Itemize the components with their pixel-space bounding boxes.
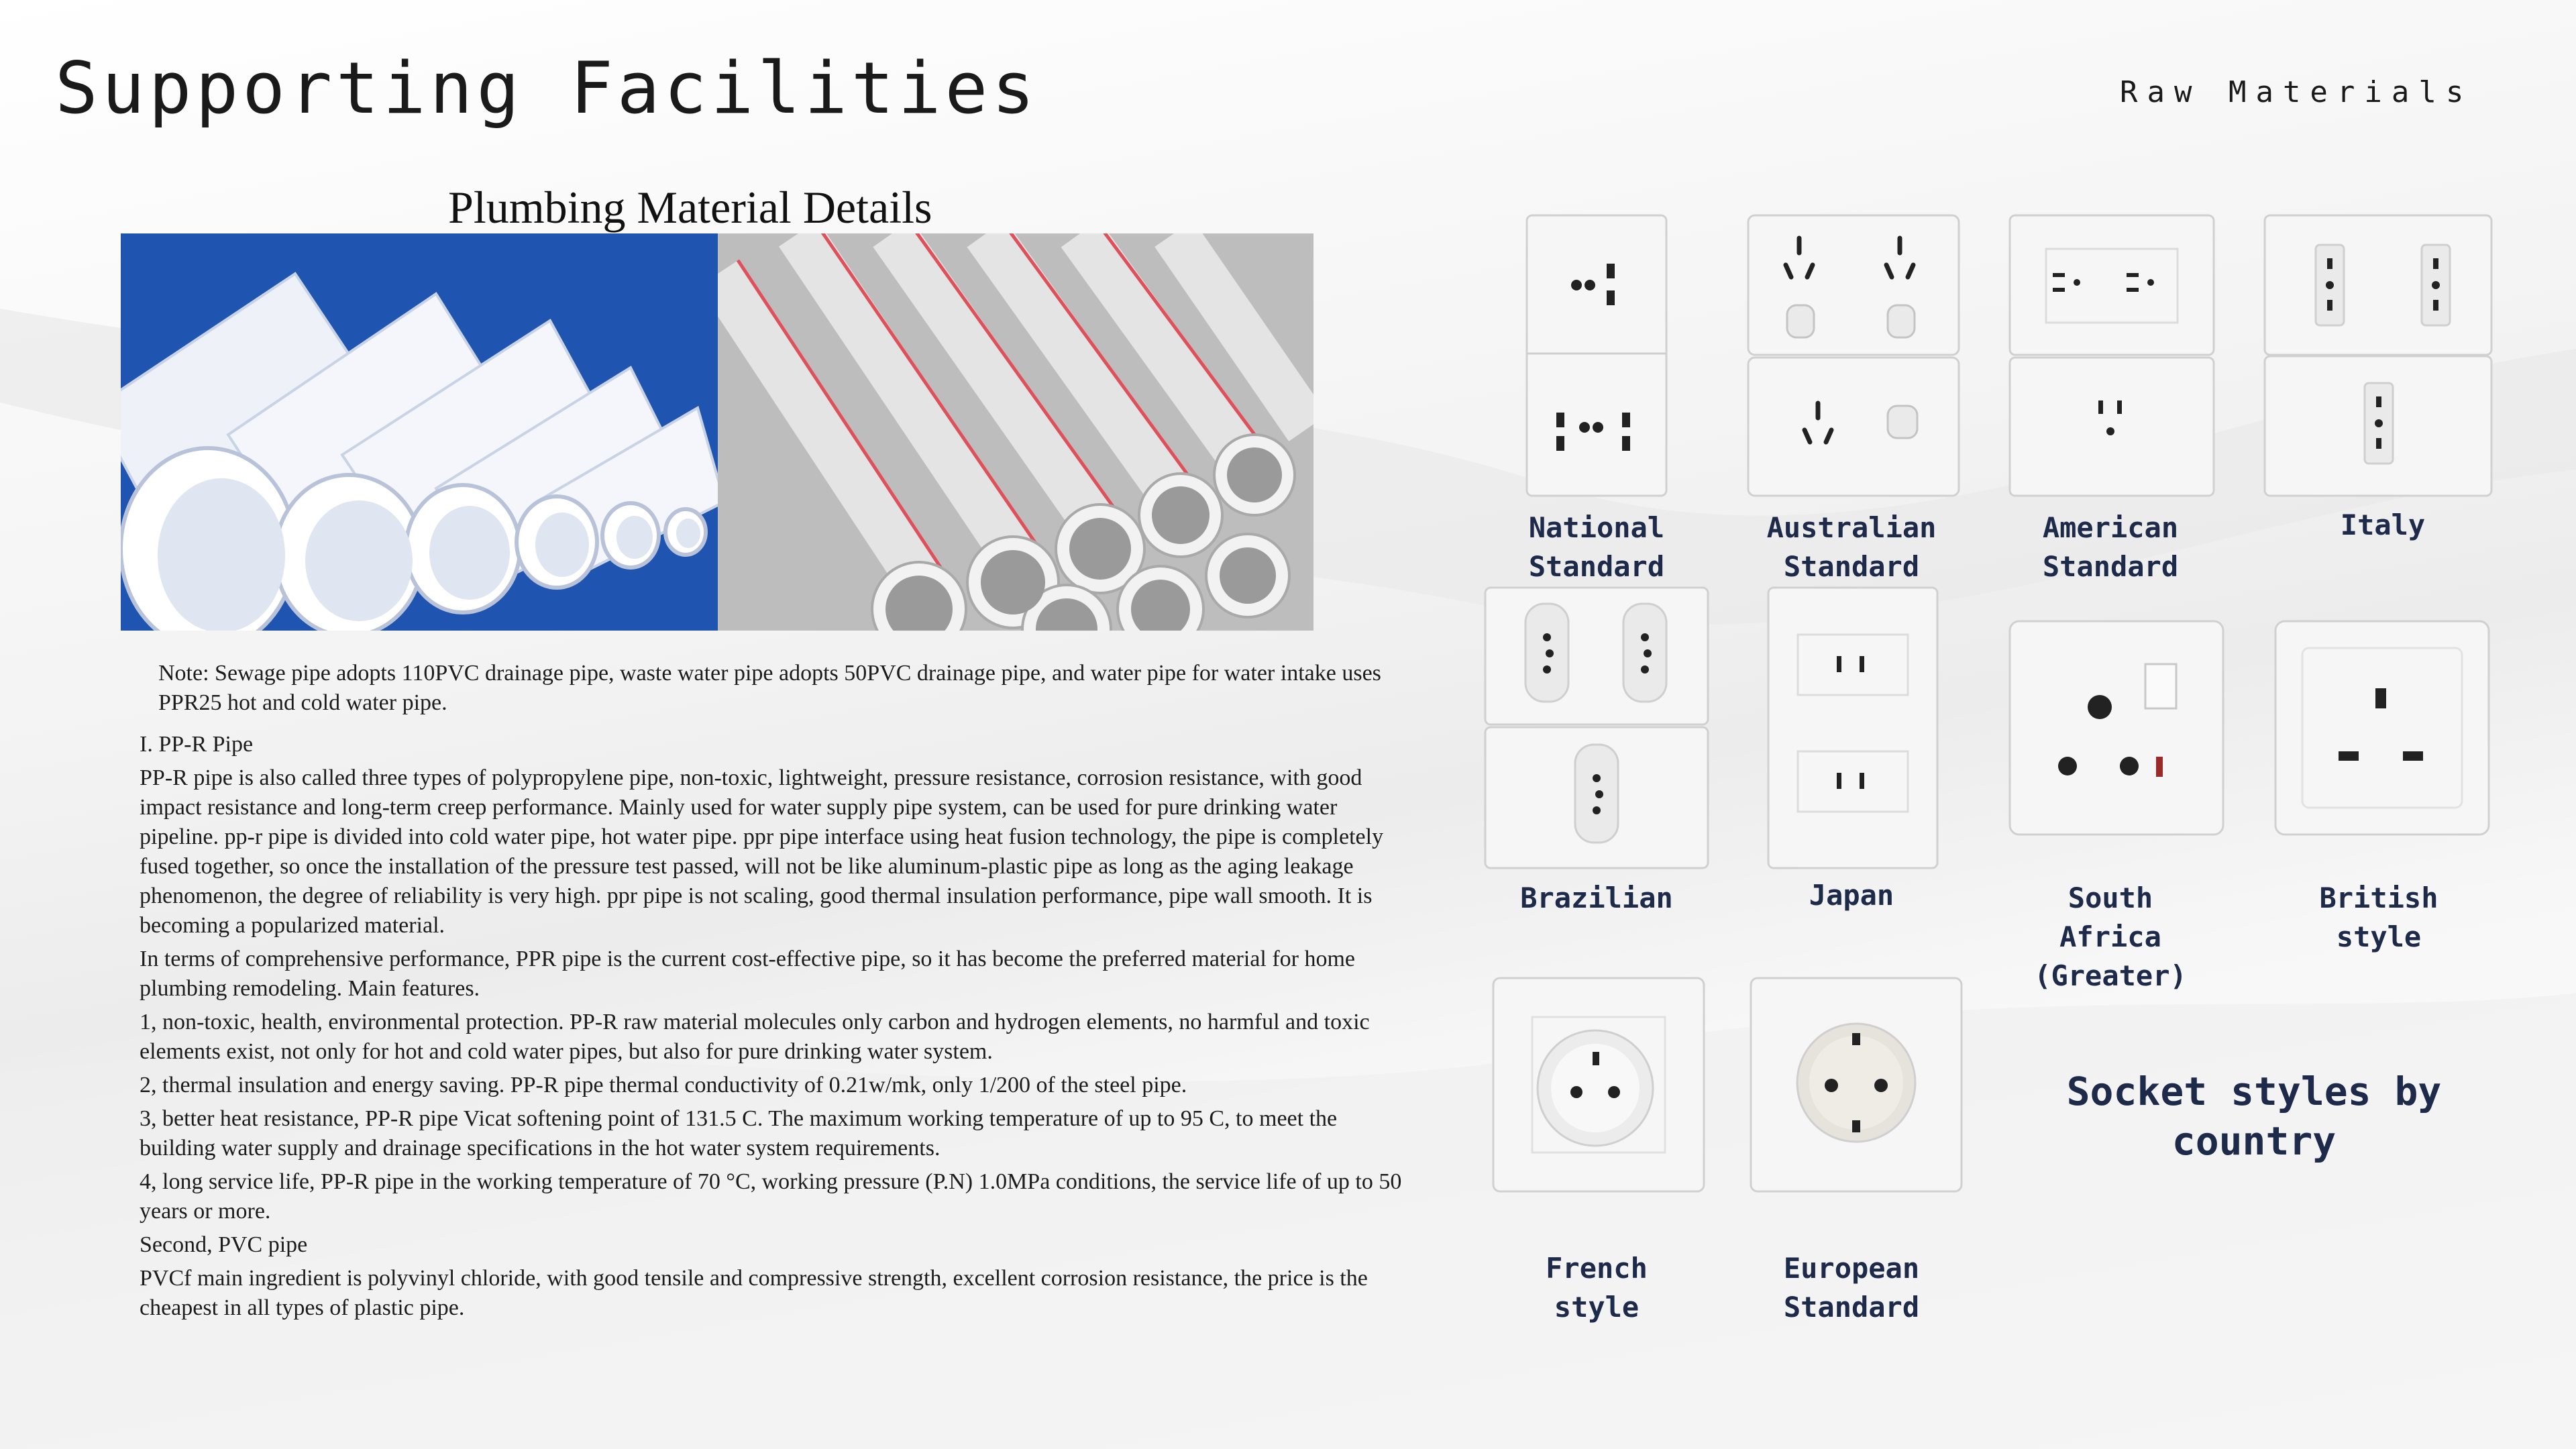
label-national-standard: National Standard <box>1528 511 1665 583</box>
paragraph: Second, PVC pipe <box>140 1232 308 1257</box>
label-french-style: French style <box>1546 1252 1648 1324</box>
socket-british-image <box>2271 617 2493 839</box>
paragraph: 4, long service life, PP-R pipe in the working temperature of 70 °C, working pressure (P.N) 1.0MPa conditions, the service life of up to 50 years or more. <box>140 1169 1402 1224</box>
socket-french-image <box>1489 974 1708 1195</box>
paragraph: 3, better heat resistance, PP-R pipe Vicat softening point of 131.5 C. The maximum working temperature of up to 95 C, to meet the building water supply and drainage specifications in the hot water system requirements. <box>140 1106 1338 1161</box>
material-description <box>140 659 1414 1327</box>
label-brazilian: Brazilian <box>1520 881 1673 914</box>
page-title: Supporting Facilities <box>55 47 1039 129</box>
socket-italy-image <box>2261 211 2496 500</box>
socket-brazilian-image <box>1481 584 1712 872</box>
socket-national-image <box>1523 211 1670 500</box>
paragraph: I. PP-R Pipe <box>140 732 254 757</box>
paragraph: PVCf main ingredient is polyvinyl chloride, with good tensile and compressive strength, excellent corrosion resistance, the price is the cheapest in all types of plastic pipe. <box>140 1266 1368 1320</box>
socket-european-image <box>1747 974 1966 1195</box>
socket-south-africa-image <box>2006 617 2227 839</box>
socket-american-image <box>2006 211 2218 500</box>
paragraph: 1, non-toxic, health, environmental protection. PP-R raw material molecules only carbon and hydrogen elements, no harmful and toxic elements exist, not only for hot and cold water pipes, but also for pure drinking water system. <box>140 1010 1370 1064</box>
label-australian-standard: Australian Standard <box>1766 511 1937 583</box>
photo-title: Plumbing Material Details <box>448 182 932 233</box>
socket-japan-image <box>1764 584 1941 872</box>
pvc-pipes-photo <box>121 233 718 631</box>
paragraph: In terms of comprehensive performance, PPR pipe is the current cost-effective pipe, so it has become the preferred material for home plumbing remodeling. Main features. <box>140 947 1356 1001</box>
label-british-style: British style <box>2319 881 2438 953</box>
socket-styles-caption: Socket styles by country <box>2066 1069 2442 1164</box>
label-italy: Italy <box>2340 508 2426 541</box>
section-label: Raw Materials <box>2120 75 2473 109</box>
paragraph: 2, thermal insulation and energy saving. PP-R pipe thermal conductivity of 0.21w/mk, only 1/200 of the steel pipe. <box>140 1073 1187 1097</box>
ppr-pipes-photo <box>718 233 1313 631</box>
label-south-africa: South Africa (Greater) <box>2034 881 2187 992</box>
paragraph: PP-R pipe is also called three types of polypropylene pipe, non-toxic, lightweight, pressure resistance, corrosion resistance, with good impact resistance and long-term creep performance. Mainly used for water supply pipe system, can be used for pure drinking water pipeline. pp-r pipe is divided into cold water pipe, hot water pipe. ppr pipe interface using heat fusion technology, the pipe is completely fused together, so once the installation of the pressure test passed, will not be like aluminum-plastic pipe as long as the aging leakage phenomenon, the degree of reliability is very high. ppr pipe is not scaling, good thermal insulation performance, pipe wall smooth. It is becoming a popularized material. <box>140 765 1384 938</box>
note-paragraph: Note: Sewage pipe adopts 110PVC drainage pipe, waste water pipe adopts 50PVC drainage pipe, and water pipe for water intake uses PPR25 hot and cold water pipe. <box>158 661 1381 715</box>
label-american-standard: American Standard <box>2042 511 2179 583</box>
label-european-standard: European Standard <box>1783 1252 1920 1324</box>
label-japan: Japan <box>1809 879 1894 912</box>
socket-australian-image <box>1744 211 1963 500</box>
